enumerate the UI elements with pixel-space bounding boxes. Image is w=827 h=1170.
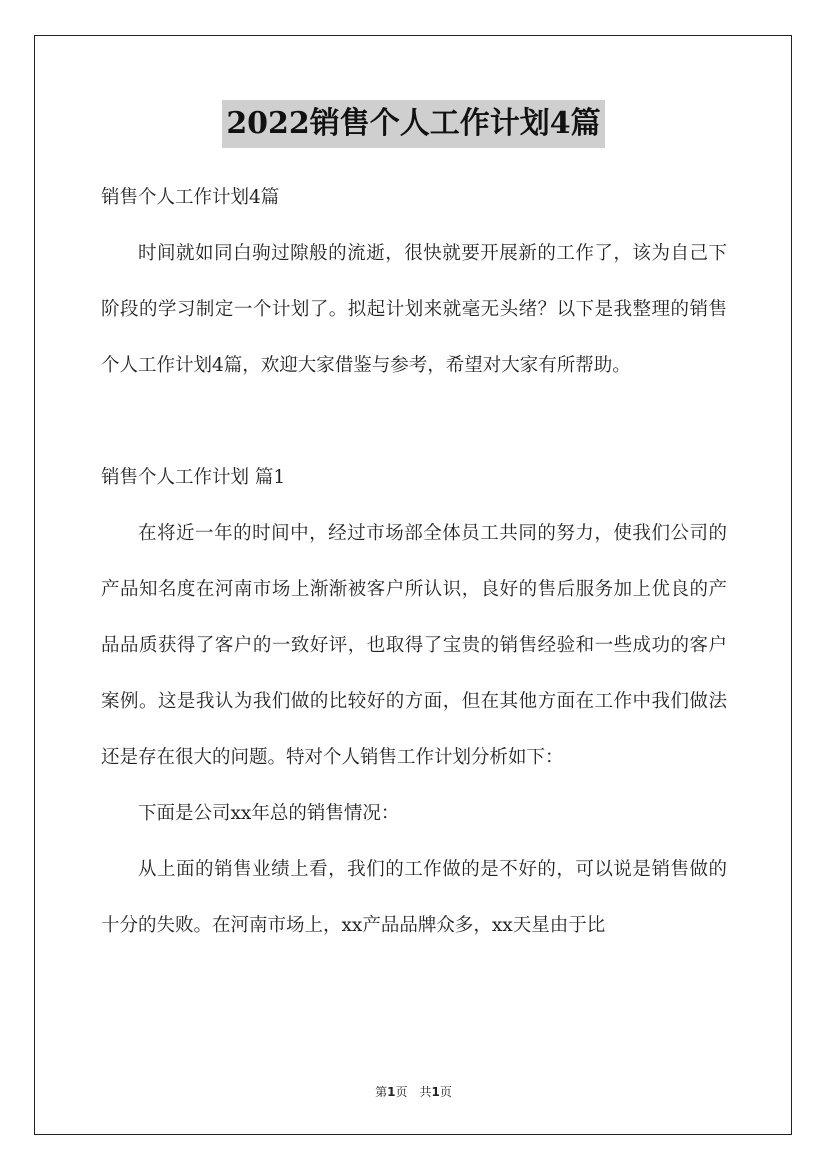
footer-total-pages: 1 — [431, 1085, 440, 1099]
footer-mid: 页 共 — [395, 1085, 432, 1099]
footer-suffix: 页 — [439, 1085, 452, 1099]
section-heading: 销售个人工作计划 篇1 — [101, 467, 286, 488]
intro-paragraph: 时间就如同白驹过隙般的流逝，很快就要开展新的工作了，该为自己下阶段的学习制定一个计划了。拟起计划来就毫无头绪？以下是我整理的销售个人工作计划4篇，欢迎大家借鉴与参考，希望对大家有所帮助。 — [101, 243, 727, 376]
section-spacer — [101, 394, 727, 450]
footer-prefix: 第 — [375, 1085, 388, 1099]
document-body — [101, 170, 727, 954]
footer-current-page: 1 — [387, 1085, 396, 1099]
body-paragraph-2: 下面是公司xx年总的销售情况： — [138, 803, 400, 824]
title-container — [0, 100, 827, 148]
body-paragraph-3: 从上面的销售业绩上看，我们的工作做的是不好的，可以说是销售做的十分的失败。在河南市场上，xx产品品牌众多，xx天星由于比 — [101, 859, 727, 936]
body-paragraph-1: 在将近一年的时间中，经过市场部全体员工共同的努力，使我们公司的产品知名度在河南市场上渐渐被客户所认识，良好的售后服务加上优良的产品品质获得了客户的一致好评，也取得了宝贵的销售经验和一些成功的客户案例。这是我认为我们做的比较好的方面，但在其他方面在工作中我们做法还是存在很大的问题。特对个人销售工作计划分析如下： — [101, 523, 727, 768]
page-footer — [0, 1083, 827, 1100]
document-title: 2022销售个人工作计划4篇 — [222, 100, 604, 148]
document-subtitle: 销售个人工作计划4篇 — [101, 187, 280, 208]
